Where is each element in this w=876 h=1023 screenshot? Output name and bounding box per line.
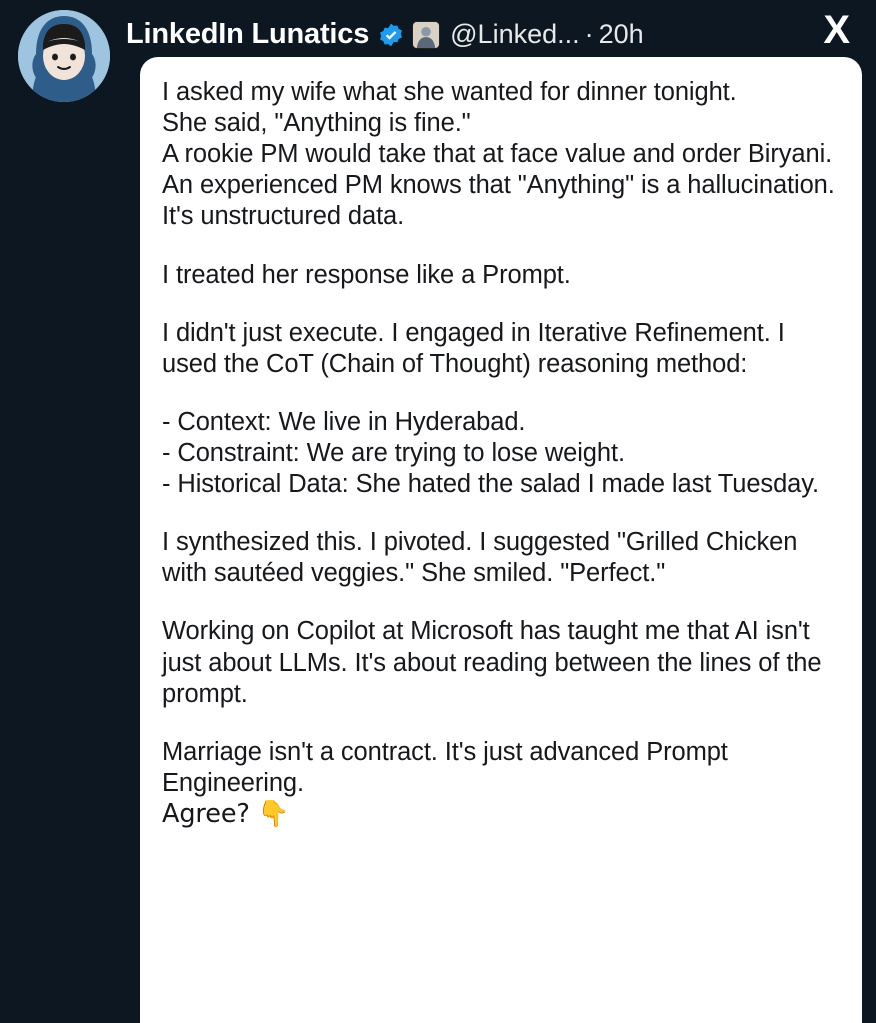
tweet-line: - Historical Data: She hated the salad I made last Tuesday. — [162, 470, 819, 499]
avatar-image — [18, 10, 110, 102]
tweet-line: Agree? 👇 — [162, 798, 290, 829]
tweet-line: I synthesized this. I pivoted. I suggested "Grilled Chicken with sautéed veggies." She smiled. "Perfect." — [162, 528, 798, 588]
author-handle[interactable]: @Linked... — [450, 19, 580, 49]
tweet-line: I treated her response like a Prompt. — [162, 260, 571, 289]
separator-dot: · — [584, 19, 594, 49]
tweet-line: Marriage isn't a contract. It's just advanced Prompt Engineering. — [162, 737, 728, 797]
timestamp[interactable]: 20h — [598, 19, 644, 49]
tweet-line: She said, "Anything is fine." — [162, 109, 471, 138]
tweet-line: A rookie PM would take that at face value and order Biryani. An experienced PM knows that "Anything" is a hallucination. It's unstructured data. — [162, 140, 835, 231]
tweet-line: - Constraint: We are trying to lose weight. — [162, 438, 625, 467]
affiliate-badge-icon[interactable] — [412, 21, 440, 49]
tweet-line: I asked my wife what she wanted for dinner tonight. — [162, 78, 737, 106]
author-line — [126, 18, 823, 51]
display-name[interactable]: LinkedIn Lunatics — [126, 18, 370, 50]
tweet-line: Working on Copilot at Microsoft has taught me that AI isn't just about LLMs. It's about reading between the lines of the prompt. — [162, 617, 822, 708]
verified-badge-icon — [378, 22, 404, 48]
tweet-line: I didn't just execute. I engaged in Iterative Refinement. I used the CoT (Chain of Thought) reasoning method: — [162, 318, 785, 378]
avatar[interactable] — [18, 10, 110, 102]
tweet-header — [0, 0, 876, 62]
tweet-line: - Context: We live in Hyderabad. — [162, 407, 526, 436]
tweet-body-card — [140, 57, 862, 1023]
x-logo-icon: X — [823, 8, 850, 52]
